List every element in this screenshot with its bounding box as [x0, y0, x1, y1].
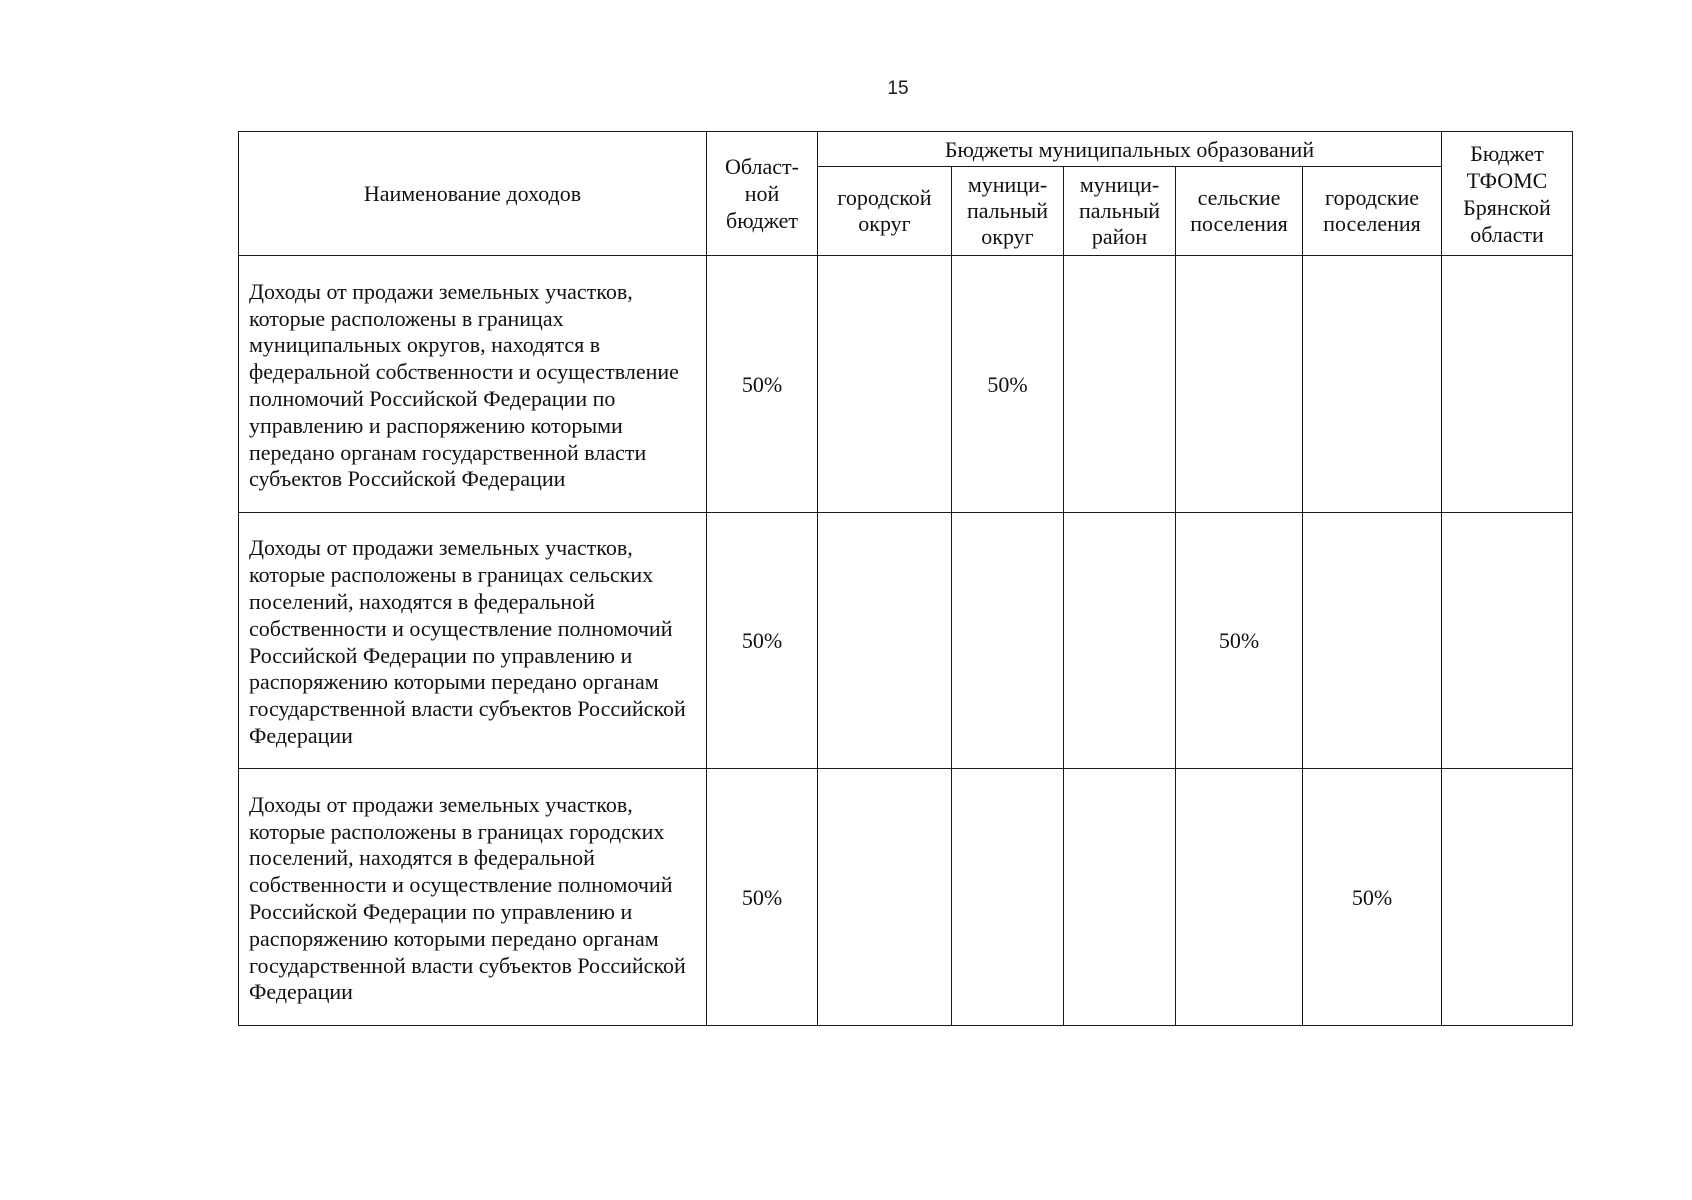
- tfoms-value: [1442, 769, 1573, 1026]
- tfoms-value: [1442, 256, 1573, 513]
- header-regional-budget: Област- ной бюджет: [707, 132, 818, 256]
- revenue-name: Доходы от продажи земельных участков, которые расположены в границах муниципальных округов, находятся в федеральной собственности и осуществление полномочий Российской Федерации по управлению и распоряжению которыми передано органам государственной власти субъектов Российской Федерации: [239, 256, 707, 513]
- municipal-raion-value: [1064, 513, 1176, 769]
- header-tfoms-budget: Бюджет ТФОМС Брянской области: [1442, 132, 1573, 256]
- table-row: [239, 256, 1573, 513]
- regional-budget-value: 50%: [707, 256, 818, 513]
- header-urban-settlements: городские поселения: [1303, 167, 1442, 256]
- urban-district-value: [818, 256, 952, 513]
- urban-district-value: [818, 769, 952, 1026]
- revenue-name: Доходы от продажи земельных участков, которые расположены в границах сельских поселений, находятся в федеральной собственности и осуществление полномочий Российской Федерации по управлению и распоряжению которыми передано органам государственной власти субъектов Российской Федерации: [239, 513, 707, 769]
- revenue-name: Доходы от продажи земельных участков, которые расположены в границах городских поселений, находятся в федеральной собственности и осуществление полномочий Российской Федерации по управлению и распоряжению которыми передано органам государственной власти субъектов Российской Федерации: [239, 769, 707, 1026]
- municipal-raion-value: [1064, 256, 1176, 513]
- municipal-raion-value: [1064, 769, 1176, 1026]
- table-row: [239, 513, 1573, 769]
- page-number: 15: [887, 78, 909, 99]
- header-municipal-budgets: Бюджеты муниципальных образований: [818, 132, 1442, 167]
- municipal-okrug-value: [952, 513, 1064, 769]
- header-municipal-okrug: муници- пальный округ: [952, 167, 1064, 256]
- rural-settlements-value: [1176, 769, 1303, 1026]
- header-municipal-raion: муници- пальный район: [1064, 167, 1176, 256]
- revenue-distribution-table: [238, 131, 1573, 1026]
- table-row: [239, 769, 1573, 1026]
- municipal-okrug-value: 50%: [952, 256, 1064, 513]
- urban-settlements-value: [1303, 256, 1442, 513]
- rural-settlements-value: [1176, 256, 1303, 513]
- header-rural-settlements: сельские поселения: [1176, 167, 1303, 256]
- municipal-okrug-value: [952, 769, 1064, 1026]
- regional-budget-value: 50%: [707, 513, 818, 769]
- header-revenue-name: Наименование доходов: [239, 132, 707, 256]
- regional-budget-value: 50%: [707, 769, 818, 1026]
- header-urban-district: городской округ: [818, 167, 952, 256]
- header-row-top: [239, 132, 1573, 167]
- urban-settlements-value: 50%: [1303, 769, 1442, 1026]
- tfoms-value: [1442, 513, 1573, 769]
- urban-settlements-value: [1303, 513, 1442, 769]
- rural-settlements-value: 50%: [1176, 513, 1303, 769]
- urban-district-value: [818, 513, 952, 769]
